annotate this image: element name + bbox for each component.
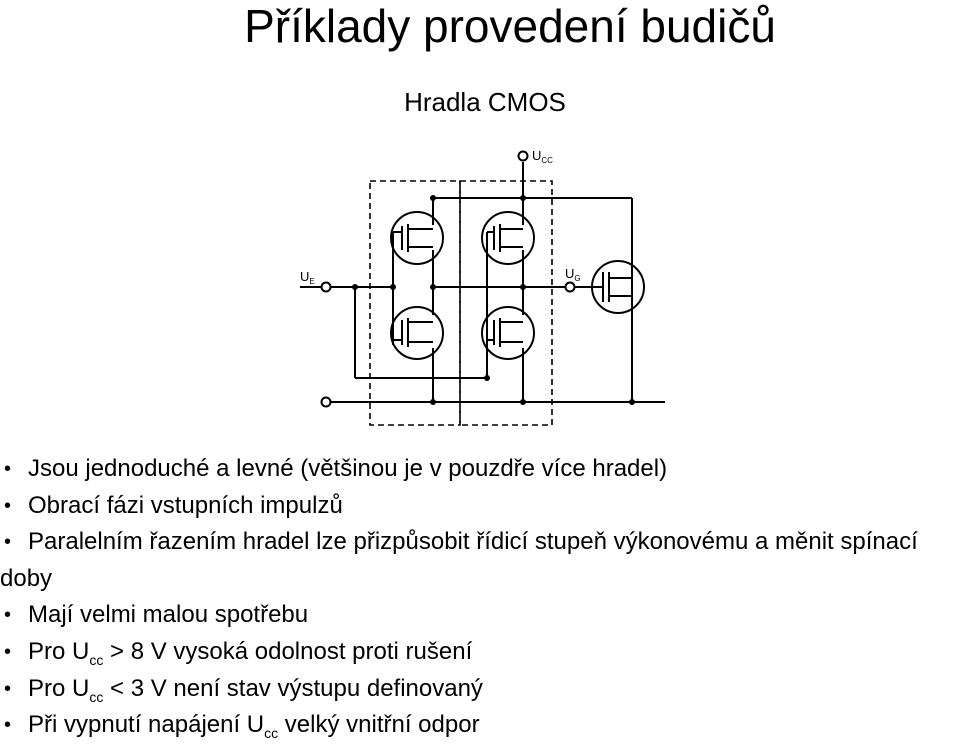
bullet-item: • Jsou jednoduché a levné (většinou je v pouzdře více hradel) xyxy=(0,451,960,488)
gate-boundary-right xyxy=(460,181,552,425)
label-ug: $U_G$ xyxy=(565,266,581,283)
nmos-right xyxy=(482,307,534,359)
slide-subtitle: Hradla CMOS xyxy=(404,87,566,117)
bullet-item: • Obrací fázi vstupních impulzů xyxy=(0,488,960,525)
bullet-item: • Pro $U_{cc} < 3$ V není stav výstupu definovaný xyxy=(0,671,960,708)
bullet-item: • Paralelním řazením hradel lze přizpůsobit řídicí stupeň výkonovému a měnit spínací doby xyxy=(0,524,960,597)
bullet-item: • Pro $U_{cc} > 8$ V vysoká odolnost proti rušení xyxy=(0,634,960,671)
label-ue: $U_E$ xyxy=(300,269,315,286)
bullet-item: • Mají velmi malou spotřebu xyxy=(0,597,960,634)
label-ucc: $U_{CC}$ xyxy=(532,148,553,165)
pmos-right xyxy=(482,212,534,264)
bullet-item: • Při vypnutí napájení $U_{cc}$ velký vnitřní odpor xyxy=(0,707,960,744)
nmos-left xyxy=(391,307,443,359)
pmos-left xyxy=(391,212,443,264)
slide-title: Příklady provedení budičů xyxy=(244,0,776,52)
cmos-circuit-diagram xyxy=(270,135,680,435)
bullet-list xyxy=(0,451,960,744)
gate-boundary-left xyxy=(370,181,460,425)
